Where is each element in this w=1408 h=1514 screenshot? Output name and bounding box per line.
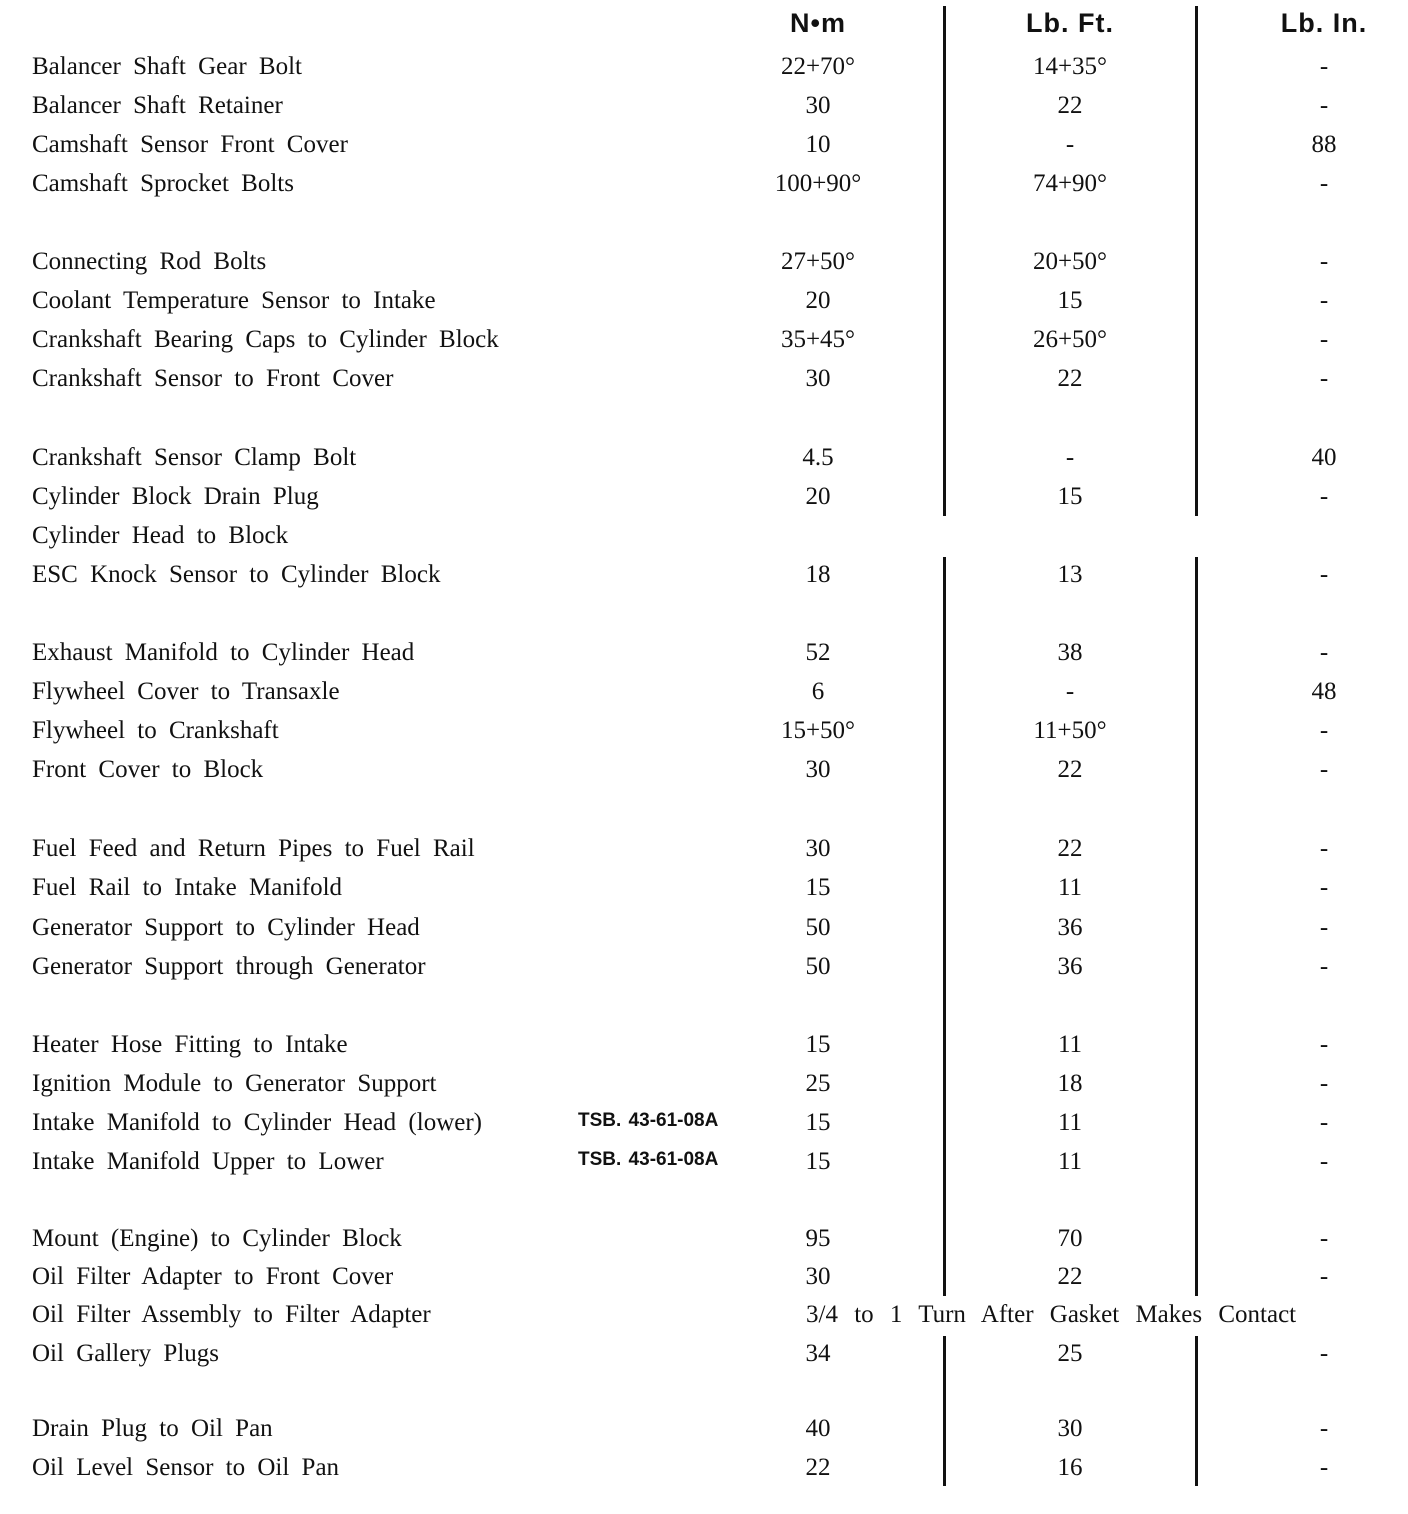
component-description: Drain Plug to Oil Pan [32, 1415, 273, 1442]
component-description: Oil Gallery Plugs [32, 1340, 219, 1367]
torque-nm: 40 [805, 1415, 831, 1442]
torque-nm: 35+45° [780, 326, 856, 353]
torque-lb-ft: 26+50° [1032, 326, 1108, 353]
component-description: Flywheel Cover to Transaxle [32, 678, 340, 705]
torque-lb-ft: 18 [1057, 1070, 1083, 1097]
torque-lb-ft: 11 [1057, 1031, 1083, 1058]
torque-nm: 50 [805, 953, 831, 980]
component-description: Mount (Engine) to Cylinder Block [32, 1225, 402, 1252]
torque-lb-in: 88 [1311, 131, 1337, 158]
torque-nm: 34 [805, 1340, 831, 1367]
component-description: Generator Support to Cylinder Head [32, 914, 420, 941]
component-description: Camshaft Sprocket Bolts [32, 170, 294, 197]
torque-nm: 30 [805, 1263, 831, 1290]
header-lb-ft: Lb. Ft. [1026, 8, 1114, 38]
torque-lb-in: - [1319, 326, 1329, 353]
torque-lb-ft: 36 [1057, 953, 1083, 980]
torque-lb-in: - [1319, 835, 1329, 862]
torque-lb-ft: 11 [1057, 1109, 1083, 1136]
torque-nm: 6 [811, 678, 825, 705]
torque-lb-in: - [1319, 914, 1329, 941]
torque-lb-ft: 38 [1057, 639, 1083, 666]
component-description: Heater Hose Fitting to Intake [32, 1031, 348, 1058]
component-description: Crankshaft Sensor to Front Cover [32, 365, 394, 392]
header-lb-in: Lb. In. [1280, 8, 1368, 38]
torque-lb-ft: 22 [1057, 835, 1083, 862]
component-description: Front Cover to Block [32, 756, 264, 783]
torque-lb-in: - [1319, 756, 1329, 783]
torque-nm: 10 [805, 131, 831, 158]
torque-nm: 30 [805, 92, 831, 119]
torque-nm: 22 [805, 1454, 831, 1481]
tsb-reference: TSB. 43-61-08A [578, 1110, 719, 1131]
torque-nm: 15 [805, 1109, 831, 1136]
torque-lb-in: 40 [1311, 444, 1337, 471]
component-description: Intake Manifold Upper to Lower [32, 1148, 384, 1175]
torque-lb-in: - [1319, 53, 1329, 80]
torque-lb-in: 48 [1311, 678, 1337, 705]
component-description: Crankshaft Bearing Caps to Cylinder Block [32, 326, 499, 353]
torque-nm: 100+90° [774, 170, 862, 197]
torque-nm: 18 [805, 561, 831, 588]
torque-lb-in: - [1319, 287, 1329, 314]
component-description: Cylinder Head to Block [32, 522, 289, 549]
torque-lb-ft: 13 [1057, 561, 1083, 588]
torque-lb-ft: - [1065, 131, 1075, 158]
component-description: Ignition Module to Generator Support [32, 1070, 437, 1097]
torque-lb-ft: - [1065, 444, 1075, 471]
torque-nm: 30 [805, 756, 831, 783]
column-divider [1195, 6, 1198, 516]
torque-nm: 25 [805, 1070, 831, 1097]
component-description: Balancer Shaft Retainer [32, 92, 283, 119]
component-description: Connecting Rod Bolts [32, 248, 267, 275]
torque-lb-ft: 36 [1057, 914, 1083, 941]
torque-nm: 15 [805, 1031, 831, 1058]
component-description: Coolant Temperature Sensor to Intake [32, 287, 436, 314]
column-divider [943, 557, 946, 1296]
torque-lb-in: - [1319, 170, 1329, 197]
torque-lb-in: - [1319, 1070, 1329, 1097]
torque-nm: 30 [805, 365, 831, 392]
torque-lb-in: - [1319, 1454, 1329, 1481]
component-description: ESC Knock Sensor to Cylinder Block [32, 561, 441, 588]
torque-nm: 95 [805, 1225, 831, 1252]
torque-lb-in: - [1319, 953, 1329, 980]
torque-nm: 20 [805, 483, 831, 510]
torque-lb-ft: 20+50° [1032, 248, 1108, 275]
torque-nm: 15 [805, 1148, 831, 1175]
torque-lb-ft: 30 [1057, 1415, 1083, 1442]
column-divider [1195, 1336, 1198, 1486]
component-description: Oil Filter Assembly to Filter Adapter [32, 1301, 431, 1328]
torque-nm: 20 [805, 287, 831, 314]
torque-lb-in: - [1319, 365, 1329, 392]
torque-lb-in: - [1319, 483, 1329, 510]
column-divider [943, 1336, 946, 1486]
torque-nm: 52 [805, 639, 831, 666]
torque-lb-in: - [1319, 1340, 1329, 1367]
torque-lb-in: - [1319, 561, 1329, 588]
table-row [0, 516, 1408, 555]
column-divider [943, 6, 946, 516]
component-description: Camshaft Sensor Front Cover [32, 131, 348, 158]
torque-lb-ft: 70 [1057, 1225, 1083, 1252]
torque-lb-ft: 14+35° [1032, 53, 1108, 80]
component-description: Balancer Shaft Gear Bolt [32, 53, 302, 80]
component-description: Crankshaft Sensor Clamp Bolt [32, 444, 357, 471]
torque-lb-in: - [1319, 874, 1329, 901]
torque-lb-ft: - [1065, 678, 1075, 705]
header-nm: N•m [790, 8, 846, 38]
torque-lb-ft: 11 [1057, 1148, 1083, 1175]
torque-lb-ft: 16 [1057, 1454, 1083, 1481]
torque-lb-in: - [1319, 639, 1329, 666]
column-divider [1195, 557, 1198, 1296]
torque-lb-ft: 22 [1057, 92, 1083, 119]
torque-lb-ft: 11+50° [1033, 717, 1107, 744]
torque-nm: 50 [805, 914, 831, 941]
torque-lb-in: - [1319, 1109, 1329, 1136]
torque-lb-in: - [1319, 1263, 1329, 1290]
component-description: Intake Manifold to Cylinder Head (lower) [32, 1109, 483, 1136]
torque-lb-in: - [1319, 1415, 1329, 1442]
component-description: Oil Level Sensor to Oil Pan [32, 1454, 340, 1481]
component-description: Cylinder Block Drain Plug [32, 483, 319, 510]
component-description: Fuel Feed and Return Pipes to Fuel Rail [32, 835, 475, 862]
component-description: Fuel Rail to Intake Manifold [32, 874, 343, 901]
component-description: Exhaust Manifold to Cylinder Head [32, 639, 415, 666]
torque-lb-in: - [1319, 1031, 1329, 1058]
torque-lb-in: - [1319, 248, 1329, 275]
torque-lb-ft: 22 [1057, 756, 1083, 783]
torque-lb-in: - [1319, 717, 1329, 744]
torque-lb-ft: 74+90° [1032, 170, 1108, 197]
table-row [0, 1295, 1408, 1334]
torque-lb-ft: 15 [1057, 483, 1083, 510]
torque-lb-in: - [1319, 92, 1329, 119]
component-description: Generator Support through Generator [32, 953, 426, 980]
tsb-reference: TSB. 43-61-08A [578, 1149, 719, 1170]
torque-nm: 4.5 [802, 444, 834, 471]
torque-lb-ft: 11 [1057, 874, 1083, 901]
torque-lb-in: - [1319, 1148, 1329, 1175]
component-description: Oil Filter Adapter to Front Cover [32, 1263, 394, 1290]
component-description: Flywheel to Crankshaft [32, 717, 279, 744]
torque-lb-ft: 22 [1057, 1263, 1083, 1290]
torque-nm: 27+50° [780, 248, 856, 275]
torque-note: 3/4 to 1 Turn After Gasket Makes Contact [806, 1301, 1297, 1328]
torque-nm: 15+50° [780, 717, 856, 744]
torque-nm: 15 [805, 874, 831, 901]
torque-nm: 22+70° [780, 53, 856, 80]
torque-lb-ft: 25 [1057, 1340, 1083, 1367]
torque-lb-ft: 22 [1057, 365, 1083, 392]
torque-lb-in: - [1319, 1225, 1329, 1252]
torque-lb-ft: 15 [1057, 287, 1083, 314]
torque-nm: 30 [805, 835, 831, 862]
